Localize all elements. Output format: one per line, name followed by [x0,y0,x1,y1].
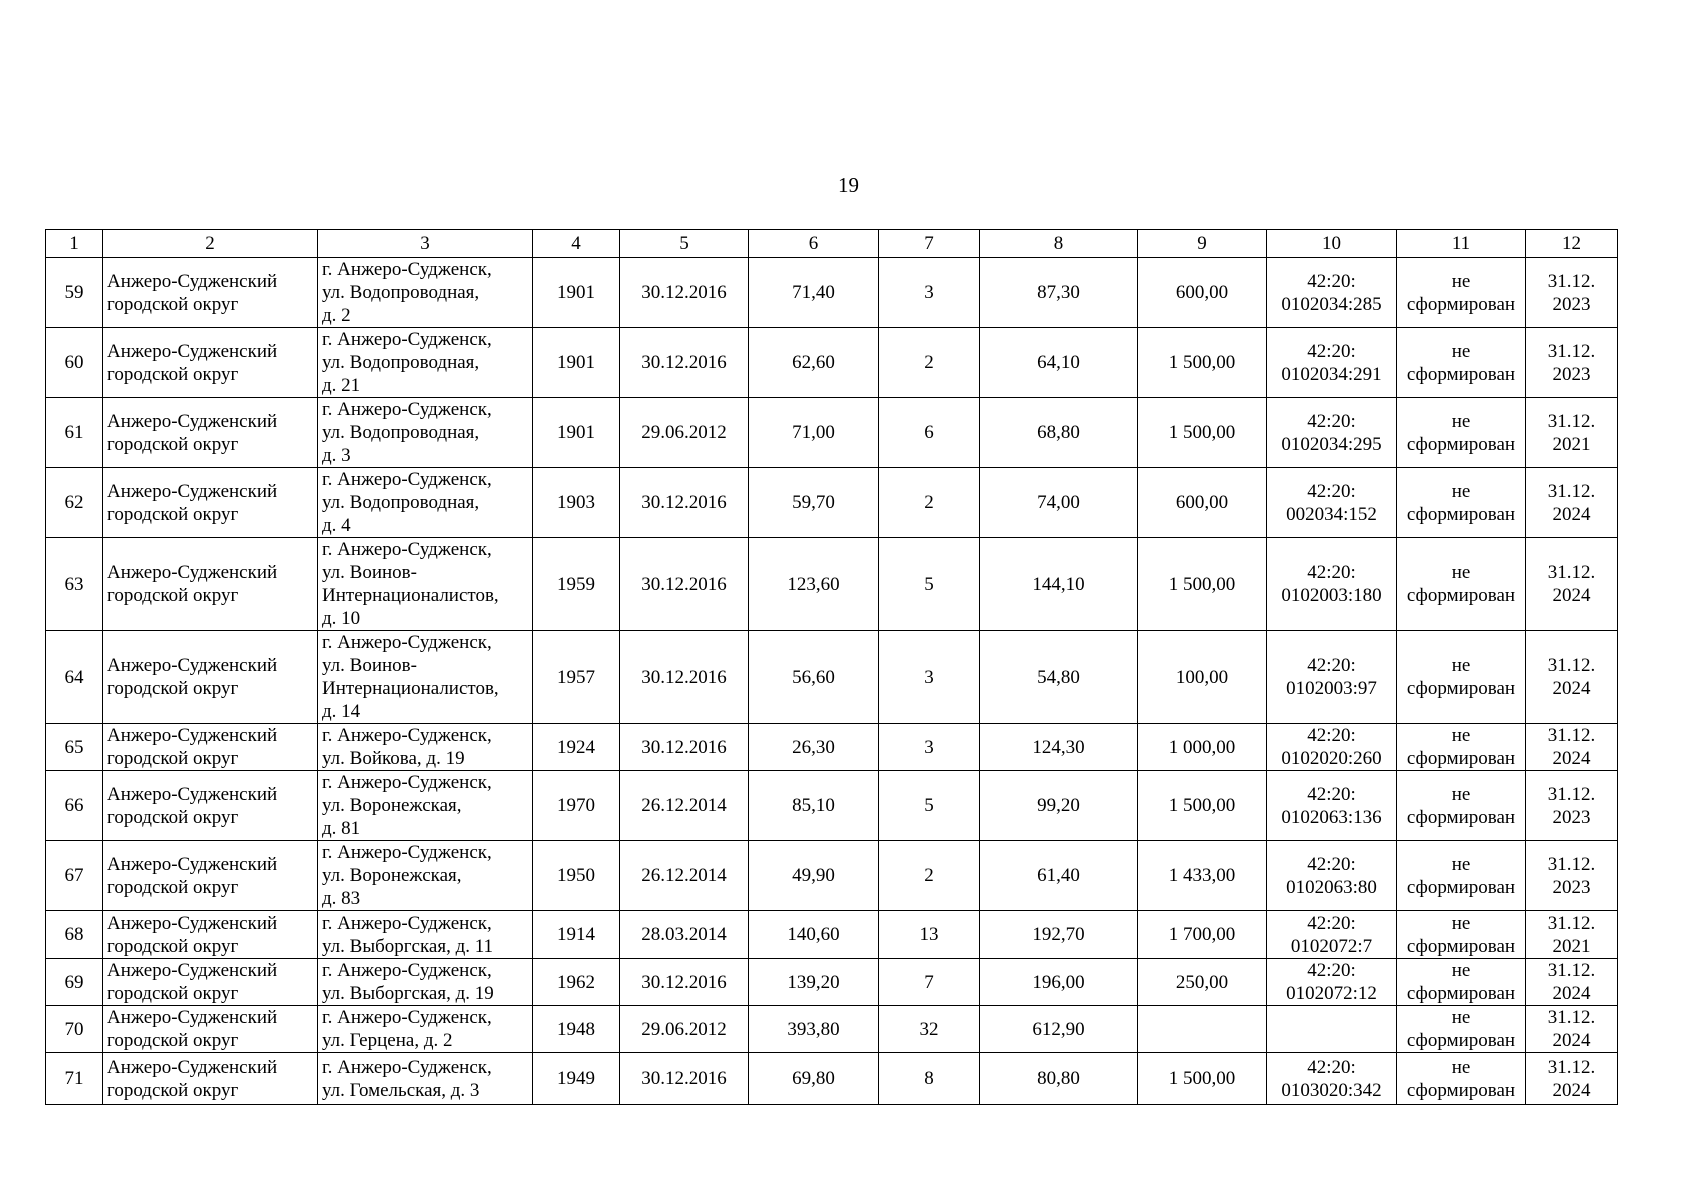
status-cell [1397,1006,1526,1053]
land-area-cell: 1 500,00 [1138,398,1267,468]
area-cell: 85,10 [749,771,879,841]
date-cell: 29.06.2012 [620,1006,749,1053]
address-cell-line: д. 2 [322,305,351,326]
deadline-cell-line: 2023 [1552,363,1591,385]
municipality-cell: Анжеро-Судженский городской округ [103,538,318,631]
address-cell-line: ул. Гомельская, д. 3 [322,1079,480,1101]
row-number: 59 [46,258,103,328]
year-cell: 1903 [533,468,620,538]
land-area-cell [1138,1006,1267,1053]
deadline-cell-line: 2024 [1552,748,1591,769]
area-cell: 71,00 [749,398,879,468]
address-cell [318,468,533,538]
cadastral-number-cell [1267,1006,1397,1053]
cadastral-number-cell-line: 42:20: [1307,270,1356,292]
deadline-cell-line: 31.12. [1547,410,1596,432]
address-cell-line: г. Анжеро-Судженск, [322,539,492,560]
deadline-cell-line: 31.12. [1547,1007,1596,1028]
municipality-cell: Анжеро-Судженский городской округ [103,1006,318,1053]
table-body [46,258,1618,1105]
table-row [46,538,1618,631]
address-cell-line: ул. Воронежская, [322,795,462,816]
municipality-cell: Анжеро-Судженский городской округ [103,1053,318,1105]
area-cell: 123,60 [749,538,879,631]
residents-cell: 3 [879,258,980,328]
residents-cell: 8 [879,1053,980,1105]
status-cell-line: не [1451,270,1471,292]
address-cell-line: Интернационалистов, [322,585,499,606]
address-cell [318,959,533,1006]
deadline-cell [1526,1006,1618,1053]
deadline-cell-line: 2024 [1552,1079,1591,1101]
municipality-cell: Анжеро-Судженский городской округ [103,258,318,328]
table-row [46,328,1618,398]
year-cell: 1957 [533,631,620,724]
cadastral-number-cell-line: 42:20: [1307,960,1356,981]
area-cell: 62,60 [749,328,879,398]
land-area-cell: 1 500,00 [1138,1053,1267,1105]
status-cell-line: сформирован [1406,678,1516,699]
cadastral-number-cell [1267,771,1397,841]
cadastral-number-cell [1267,328,1397,398]
residents-cell: 5 [879,538,980,631]
address-cell [318,328,533,398]
address-cell-line: ул. Водопроводная, [322,422,480,443]
total-area-cell: 99,20 [980,771,1138,841]
land-area-cell: 100,00 [1138,631,1267,724]
year-cell: 1948 [533,1006,620,1053]
date-cell: 30.12.2016 [620,468,749,538]
area-cell: 69,80 [749,1053,879,1105]
deadline-cell-line: 31.12. [1547,912,1596,934]
status-cell-line: сформирован [1406,876,1516,898]
total-area-cell: 192,70 [980,911,1138,959]
cadastral-number-cell [1267,258,1397,328]
row-number: 68 [46,911,103,959]
cadastral-number-cell-line: 42:20: [1307,725,1356,746]
cadastral-number-cell [1267,1053,1397,1105]
status-cell-line: не [1451,783,1471,805]
area-cell: 393,80 [749,1006,879,1053]
address-cell [318,841,533,911]
area-cell: 71,40 [749,258,879,328]
row-number: 71 [46,1053,103,1105]
address-cell-line: г. Анжеро-Судженск, [322,469,492,490]
column-header-6: 6 [749,230,879,258]
address-cell [318,724,533,771]
deadline-cell-line: 2021 [1552,935,1591,957]
status-cell-line: не [1451,410,1471,432]
status-cell [1397,631,1526,724]
cadastral-number-cell-line: 0102034:291 [1281,363,1382,385]
residents-cell: 13 [879,911,980,959]
row-number: 60 [46,328,103,398]
deadline-cell-line: 2024 [1552,585,1591,606]
year-cell: 1949 [533,1053,620,1105]
address-cell-line: ул. Воинов- [322,562,417,583]
address-cell-line: г. Анжеро-Судженск, [322,1056,492,1078]
column-number-header-row [46,230,1618,258]
area-cell: 26,30 [749,724,879,771]
cadastral-number-cell-line: 42:20: [1307,480,1356,502]
municipality-cell: Анжеро-Судженский городской округ [103,911,318,959]
column-header-7: 7 [879,230,980,258]
address-cell [318,771,533,841]
status-cell-line: сформирован [1406,935,1516,957]
area-cell: 49,90 [749,841,879,911]
address-cell-line: ул. Водопроводная, [322,282,480,303]
area-cell: 59,70 [749,468,879,538]
residents-cell: 2 [879,468,980,538]
status-cell [1397,538,1526,631]
column-header-9: 9 [1138,230,1267,258]
date-cell: 30.12.2016 [620,959,749,1006]
status-cell-line: сформирован [1406,503,1516,525]
cadastral-number-cell [1267,724,1397,771]
total-area-cell: 87,30 [980,258,1138,328]
address-cell-line: д. 14 [322,701,361,722]
residents-cell: 6 [879,398,980,468]
deadline-cell-line: 2024 [1552,1030,1591,1051]
land-area-cell: 1 000,00 [1138,724,1267,771]
status-cell [1397,258,1526,328]
deadline-cell [1526,724,1618,771]
status-cell-line: сформирован [1406,363,1516,385]
address-cell-line: ул. Воронежская, [322,865,462,886]
address-cell-line: ул. Герцена, д. 2 [322,1030,453,1051]
column-header-1: 1 [46,230,103,258]
residents-cell: 7 [879,959,980,1006]
address-cell-line: ул. Воинов- [322,655,417,676]
column-header-2: 2 [103,230,318,258]
land-area-cell: 1 500,00 [1138,771,1267,841]
cadastral-number-cell-line: 42:20: [1307,655,1356,676]
total-area-cell: 64,10 [980,328,1138,398]
date-cell: 28.03.2014 [620,911,749,959]
status-cell-line: не [1451,912,1471,934]
status-cell-line: не [1451,655,1471,676]
area-cell: 56,60 [749,631,879,724]
total-area-cell: 54,80 [980,631,1138,724]
page-number: 19 [838,173,859,197]
municipality-cell: Анжеро-Судженский городской округ [103,398,318,468]
status-cell [1397,328,1526,398]
row-number: 63 [46,538,103,631]
address-cell-line: Интернационалистов, [322,678,499,699]
row-number: 62 [46,468,103,538]
address-cell-line: ул. Войкова, д. 19 [322,748,465,769]
row-number: 61 [46,398,103,468]
cadastral-number-cell [1267,911,1397,959]
address-cell-line: г. Анжеро-Судженск, [322,960,492,981]
address-cell [318,631,533,724]
address-cell-line: г. Анжеро-Судженск, [322,842,492,863]
land-area-cell: 1 500,00 [1138,538,1267,631]
deadline-cell [1526,959,1618,1006]
status-cell [1397,841,1526,911]
deadline-cell-line: 31.12. [1547,340,1596,362]
deadline-cell-line: 31.12. [1547,725,1596,746]
column-header-4: 4 [533,230,620,258]
municipality-cell: Анжеро-Судженский городской округ [103,468,318,538]
date-cell: 30.12.2016 [620,538,749,631]
status-cell-line: не [1451,480,1471,502]
cadastral-number-cell-line: 42:20: [1307,853,1356,875]
deadline-cell [1526,538,1618,631]
address-cell-line: ул. Водопроводная, [322,492,480,513]
address-cell-line: г. Анжеро-Судженск, [322,632,492,653]
address-cell [318,1006,533,1053]
address-cell [318,398,533,468]
deadline-cell [1526,468,1618,538]
municipality-cell: Анжеро-Судженский городской округ [103,724,318,771]
cadastral-number-cell-line: 42:20: [1307,340,1356,362]
residents-cell: 2 [879,841,980,911]
land-area-cell: 1 700,00 [1138,911,1267,959]
residents-cell: 32 [879,1006,980,1053]
address-cell-line: г. Анжеро-Судженск, [322,725,492,746]
year-cell: 1959 [533,538,620,631]
deadline-cell-line: 2023 [1552,293,1591,315]
table-row [46,841,1618,911]
total-area-cell: 61,40 [980,841,1138,911]
row-number: 67 [46,841,103,911]
deadline-cell [1526,1053,1618,1105]
table-row [46,1053,1618,1105]
address-cell-line: г. Анжеро-Судженск, [322,399,492,420]
deadline-cell [1526,258,1618,328]
status-cell-line: не [1451,1007,1471,1028]
total-area-cell: 68,80 [980,398,1138,468]
date-cell: 29.06.2012 [620,398,749,468]
address-cell [318,258,533,328]
address-cell-line: г. Анжеро-Судженск, [322,772,492,793]
deadline-cell-line: 2024 [1552,983,1591,1004]
deadline-cell-line: 31.12. [1547,655,1596,676]
land-area-cell: 1 433,00 [1138,841,1267,911]
address-cell-line: д. 3 [322,445,351,466]
date-cell: 30.12.2016 [620,328,749,398]
deadline-cell-line: 31.12. [1547,270,1596,292]
address-cell-line: г. Анжеро-Судженск, [322,912,492,934]
cadastral-number-cell [1267,538,1397,631]
column-header-8: 8 [980,230,1138,258]
residents-cell: 2 [879,328,980,398]
row-number: 69 [46,959,103,1006]
total-area-cell: 80,80 [980,1053,1138,1105]
municipality-cell: Анжеро-Судженский городской округ [103,771,318,841]
municipality-cell: Анжеро-Судженский городской округ [103,631,318,724]
date-cell: 30.12.2016 [620,258,749,328]
residents-cell: 3 [879,724,980,771]
deadline-cell-line: 31.12. [1547,783,1596,805]
year-cell: 1962 [533,959,620,1006]
year-cell: 1924 [533,724,620,771]
cadastral-number-cell [1267,398,1397,468]
address-cell [318,911,533,959]
residents-cell: 5 [879,771,980,841]
table-row [46,771,1618,841]
address-cell-line: д. 4 [322,515,351,536]
status-cell-line: сформирован [1406,806,1516,828]
row-number: 66 [46,771,103,841]
year-cell: 1901 [533,398,620,468]
table-row [46,468,1618,538]
area-cell: 140,60 [749,911,879,959]
deadline-cell [1526,841,1618,911]
land-area-cell: 1 500,00 [1138,328,1267,398]
cadastral-number-cell-line: 0102063:80 [1286,876,1377,898]
year-cell: 1901 [533,328,620,398]
deadline-cell [1526,771,1618,841]
cadastral-number-cell [1267,841,1397,911]
deadline-cell [1526,631,1618,724]
table-row [46,258,1618,328]
status-cell [1397,1053,1526,1105]
column-header-5: 5 [620,230,749,258]
cadastral-number-cell [1267,631,1397,724]
cadastral-number-cell-line: 0102020:260 [1281,748,1382,769]
deadline-cell-line: 2023 [1552,876,1591,898]
address-cell-line: г. Анжеро-Судженск, [322,1007,492,1028]
status-cell-line: сформирован [1406,1079,1516,1101]
status-cell-line: сформирован [1406,293,1516,315]
land-area-cell: 250,00 [1138,959,1267,1006]
status-cell [1397,771,1526,841]
cadastral-number-cell-line: 0102003:180 [1281,585,1382,606]
year-cell: 1970 [533,771,620,841]
cadastral-number-cell-line: 0102072:12 [1286,983,1377,1004]
address-cell [318,1053,533,1105]
land-area-cell: 600,00 [1138,468,1267,538]
status-cell-line: сформирован [1406,433,1516,455]
status-cell [1397,724,1526,771]
cadastral-number-cell-line: 0102063:136 [1281,806,1382,828]
year-cell: 1914 [533,911,620,959]
year-cell: 1950 [533,841,620,911]
table-row [46,724,1618,771]
cadastral-number-cell-line: 42:20: [1307,783,1356,805]
cadastral-number-cell-line: 0102072:7 [1290,935,1373,957]
total-area-cell: 144,10 [980,538,1138,631]
status-cell-line: сформирован [1406,748,1516,769]
cadastral-number-cell-line: 0102003:97 [1286,678,1377,699]
cadastral-number-cell-line: 0102034:295 [1281,433,1382,455]
address-cell-line: д. 83 [322,888,361,909]
deadline-cell [1526,911,1618,959]
column-header-12: 12 [1526,230,1618,258]
status-cell [1397,911,1526,959]
address-cell-line: д. 21 [322,375,361,396]
date-cell: 30.12.2016 [620,724,749,771]
date-cell: 26.12.2014 [620,841,749,911]
deadline-cell-line: 31.12. [1547,960,1596,981]
status-cell-line: не [1451,340,1471,362]
date-cell: 30.12.2016 [620,631,749,724]
row-number: 70 [46,1006,103,1053]
total-area-cell: 612,90 [980,1006,1138,1053]
cadastral-number-cell-line: 42:20: [1307,562,1356,583]
cadastral-number-cell-line: 42:20: [1307,912,1356,934]
table-row [46,959,1618,1006]
deadline-cell-line: 2024 [1552,678,1591,699]
date-cell: 26.12.2014 [620,771,749,841]
total-area-cell: 124,30 [980,724,1138,771]
column-header-3: 3 [318,230,533,258]
housing-registry-table [45,229,1618,1105]
status-cell-line: не [1451,853,1471,875]
total-area-cell: 196,00 [980,959,1138,1006]
deadline-cell-line: 31.12. [1547,562,1596,583]
status-cell-line: не [1451,960,1471,981]
address-cell-line: д. 10 [322,608,361,629]
municipality-cell: Анжеро-Судженский городской округ [103,959,318,1006]
total-area-cell: 74,00 [980,468,1138,538]
deadline-cell-line: 2024 [1552,503,1591,525]
deadline-cell-line: 2023 [1552,806,1591,828]
land-area-cell: 600,00 [1138,258,1267,328]
table-row [46,911,1618,959]
address-cell-line: г. Анжеро-Судженск, [322,259,492,280]
address-cell-line: ул. Выборгская, д. 19 [322,983,494,1004]
table-row [46,1006,1618,1053]
status-cell-line: сформирован [1406,585,1516,606]
deadline-cell-line: 2021 [1552,433,1591,455]
table-row [46,631,1618,724]
cadastral-number-cell-line: 42:20: [1307,410,1356,432]
year-cell: 1901 [533,258,620,328]
status-cell-line: сформирован [1406,1030,1516,1051]
table-row [46,398,1618,468]
area-cell: 139,20 [749,959,879,1006]
cadastral-number-cell-line: 002034:152 [1286,503,1377,525]
cadastral-number-cell [1267,468,1397,538]
cadastral-number-cell [1267,959,1397,1006]
column-header-11: 11 [1397,230,1526,258]
municipality-cell: Анжеро-Судженский городской округ [103,841,318,911]
status-cell-line: сформирован [1406,983,1516,1004]
column-header-10: 10 [1267,230,1397,258]
deadline-cell-line: 31.12. [1547,480,1596,502]
status-cell-line: не [1451,562,1471,583]
status-cell [1397,468,1526,538]
date-cell: 30.12.2016 [620,1053,749,1105]
address-cell-line: ул. Водопроводная, [322,352,480,373]
municipality-cell: Анжеро-Судженский городской округ [103,328,318,398]
row-number: 64 [46,631,103,724]
address-cell-line: ул. Выборгская, д. 11 [322,935,494,957]
address-cell-line: г. Анжеро-Судженск, [322,329,492,350]
deadline-cell-line: 31.12. [1547,1056,1596,1078]
cadastral-number-cell-line: 0102034:285 [1281,293,1382,315]
status-cell [1397,959,1526,1006]
residents-cell: 3 [879,631,980,724]
address-cell-line: д. 81 [322,818,361,839]
status-cell [1397,398,1526,468]
address-cell [318,538,533,631]
cadastral-number-cell-line: 0103020:342 [1281,1079,1382,1101]
deadline-cell [1526,398,1618,468]
status-cell-line: не [1451,1056,1471,1078]
status-cell-line: не [1451,725,1471,746]
row-number: 65 [46,724,103,771]
deadline-cell [1526,328,1618,398]
deadline-cell-line: 31.12. [1547,853,1596,875]
cadastral-number-cell-line: 42:20: [1307,1056,1356,1078]
